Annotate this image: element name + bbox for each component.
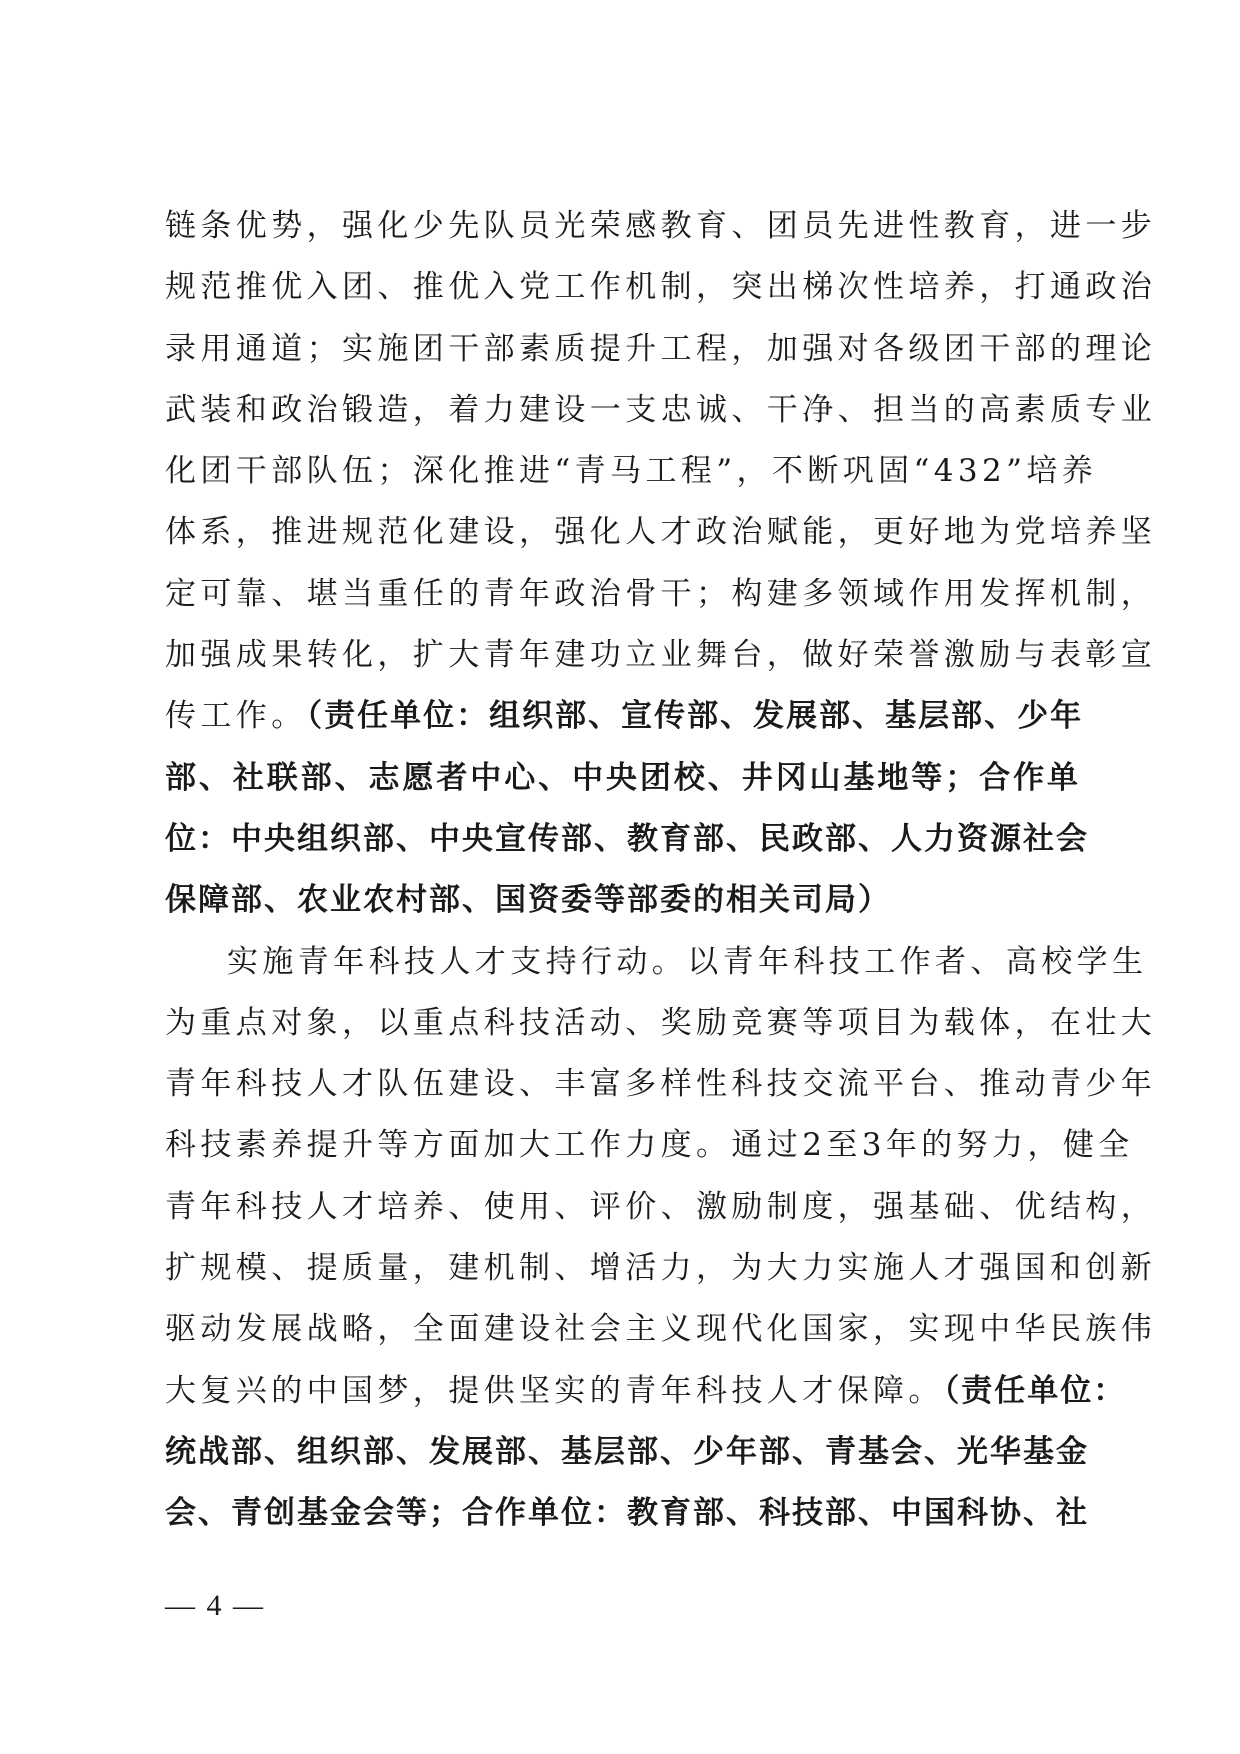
bold-text-segment: 统战部、组织部、发展部、基层部、少年部、青基会、光华基金: [165, 1433, 1089, 1470]
text-segment: 传工作。: [165, 698, 307, 735]
page-number: — 4 —: [165, 1589, 265, 1622]
text-line: [165, 1115, 1134, 1176]
text-segment: 体系，推进规范化建设，强化人才政治赋能，更好地为党培养坚: [165, 514, 1157, 551]
text-line: [165, 1054, 1157, 1115]
text-segment: 链条优势，强化少先队员光荣感教育、团员先进性教育，进一步: [165, 208, 1157, 244]
text-line: [165, 319, 1157, 380]
bold-text-segment: 会、青创基金会等；合作单位：教育部、科技部、中国科协、社: [165, 1495, 1089, 1532]
text-line: [165, 993, 1157, 1054]
text-segment: 科技素养提升等方面加大工作力度。通过2至3年的努力，健全: [165, 1127, 1134, 1164]
text-line: [165, 1299, 1157, 1360]
text-segment: 录用通道；实施团干部素质提升工程，加强对各级团干部的理论: [165, 330, 1157, 367]
bold-text-segment: （责任单位：组织部、宣传部、发展部、基层部、少年: [306, 698, 1084, 735]
text-line: [165, 380, 1157, 441]
text-segment: 定可靠、堪当重任的青年政治骨干；构建多领域作用发挥机制，: [165, 575, 1157, 612]
bold-text-segment: （责任单位：: [943, 1372, 1127, 1409]
bold-text-segment: 部、社联部、志愿者中心、中央团校、井冈山基地等；合作单: [165, 759, 1080, 796]
text-segment: 青年科技人才培养、使用、评价、激励制度，强基础、优结构，: [165, 1188, 1157, 1225]
text-segment: 加强成果转化，扩大青年建功立业舞台，做好荣誉激励与表彰宣: [165, 637, 1157, 674]
text-line: [165, 809, 1089, 870]
text-segment: 扩规模、提质量，建机制、增活力，为大力实施人才强国和创新: [165, 1250, 1157, 1287]
text-segment: 青年科技人才队伍建设、丰富多样性科技交流平台、推动青少年: [165, 1066, 1157, 1103]
bold-text-segment: 位：中央组织部、中央宣传部、教育部、民政部、人力资源社会: [165, 820, 1089, 857]
text-line: [165, 1422, 1089, 1483]
text-segment: 化团干部队伍；深化推进“青马工程”，不断巩固“432”培养: [165, 453, 1098, 490]
text-segment: 为重点对象，以重点科技活动、奖励竞赛等项目为载体，在壮大: [165, 1004, 1157, 1041]
text-line: [165, 748, 1080, 809]
text-segment: 规范推优入团、推优入党工作机制，突出梯次性培养，打通政治: [165, 269, 1157, 306]
text-line: [165, 441, 1098, 502]
text-line: [165, 1177, 1157, 1238]
text-line: [165, 870, 1080, 931]
text-line: [165, 564, 1157, 625]
text-line: [165, 1361, 1127, 1422]
body-text: [165, 196, 1157, 1545]
text-line: [165, 932, 1148, 993]
text-line: [165, 686, 1084, 747]
text-line: [165, 625, 1157, 686]
text-line: [165, 257, 1157, 318]
text-line: [165, 1483, 1089, 1544]
text-line: [165, 502, 1157, 563]
text-line: [165, 1238, 1157, 1299]
text-segment: 驱动发展战略，全面建设社会主义现代化国家，实现中华民族伟: [165, 1311, 1157, 1348]
text-segment: 实施青年科技人才支持行动。以青年科技工作者、高校学生: [227, 943, 1148, 980]
text-line: [165, 196, 1157, 257]
bold-text-segment: 保障部、农业农村部、国资委等部委的相关司局）: [165, 882, 891, 919]
text-segment: 武装和政治锻造，着力建设一支忠诚、干净、担当的高素质专业: [165, 391, 1157, 428]
text-segment: 大复兴的中国梦，提供坚实的青年科技人才保障。: [165, 1372, 944, 1409]
